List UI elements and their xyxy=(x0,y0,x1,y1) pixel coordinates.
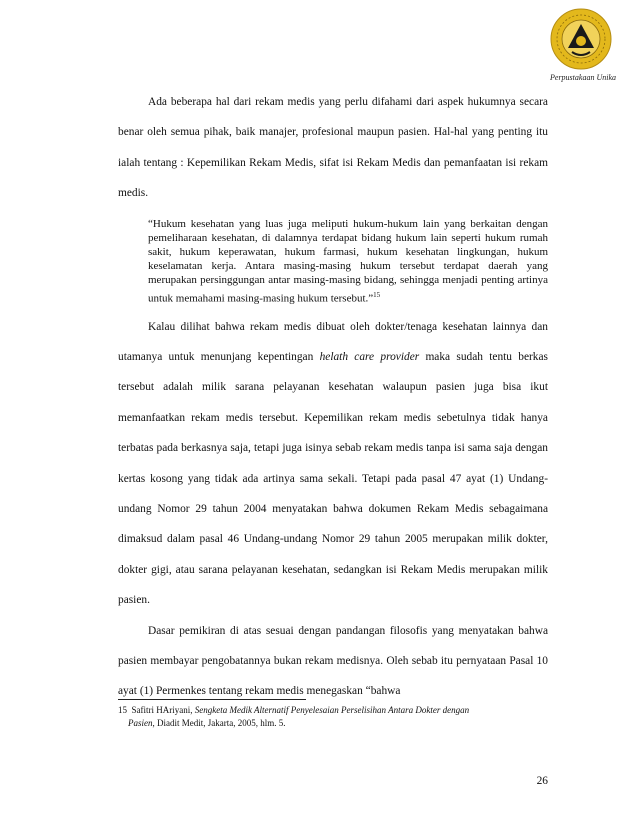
main-text xyxy=(118,87,548,707)
footnote xyxy=(118,704,548,730)
paragraph-2-italic: helath care provider xyxy=(319,350,420,363)
block-quote-text: “Hukum kesehatan yang luas juga meliputi hukum-hukum lain yang berkaitan dengan pemeliharaan kesehatan, di dalamnya terdapat bidang hukum lain seperti hukum rumah sakit, hukum keperawatan, hukum farmasi, hukum kesehatan lingkungan, hukum keselamatan kerja. Antara masing-masing hukum tersebut terdapat daerah yang merupakan persinggungan antar masing-masing bidang, sehingga menjadi penting artinya untuk memahami masing-masing hukum tersebut.” xyxy=(148,217,548,305)
page-number: 26 xyxy=(536,775,548,787)
footnote-divider xyxy=(118,699,306,700)
seal-core xyxy=(576,36,586,46)
footnote-publisher: , Diadit Medit, Jakarta, 2005, hlm. 5. xyxy=(152,718,286,728)
paragraph-1 xyxy=(118,87,548,209)
paragraph-2-text-b: maka sudah tentu berkas tersebut adalah milik sarana pelayanan kesehatan walaupun pasien juga bisa ikut memanfaatkan rekam medis tersebut. Kepemilikan rekam medis sebetulnya tidak hanya terbatas pada berkasnya saja, tetapi juga isinya sebab rekam medis tanpa isi sama saja dengan kertas kosong yang tidak ada artinya sama sekali. Tetapi pada pasal 47 ayat (1) Undang-undang Nomor 29 tahun 2004 menyatakan bahwa dokumen Rekam Medis sebagaimana dimaksud dalam pasal 46 Undang-undang Nomor 29 tahun 2005 merupakan milik dokter, dokter gigi, atau sarana pelayanan kesehatan, sedangkan isi Rekam Medis merupakan milik pasien. xyxy=(118,350,548,607)
footnote-continuation xyxy=(118,717,548,730)
paragraph-2 xyxy=(118,312,548,616)
logo-caption: Perpustakaan Unika xyxy=(550,73,616,82)
footnote-ref[interactable]: 15 xyxy=(373,290,381,299)
block-quote xyxy=(148,217,548,306)
paragraph-1-text: Ada beberapa hal dari rekam medis yang perlu difahami dari aspek hukumnya secara benar oleh semua pihak, baik manajer, profesional maupun pasien. Hal-hal yang penting itu ialah tentang : Kepemilikan Rekam Medis, sifat isi Rekam Medis dan pemanfaatan isi rekam medis. xyxy=(118,96,548,200)
footnote-author: Safitri HAriyani, xyxy=(131,705,195,715)
university-seal-logo-icon xyxy=(548,6,614,72)
paragraph-3-text: Dasar pemikiran di atas sesuai dengan pandangan filosofis yang menyatakan bahwa pasien membayar pengobatannya bukan rekam medisnya. Oleh sebab itu pernyataan Pasal 10 ayat (1) Permenkes tentang rekam medis menegaskan “bahwa xyxy=(118,624,548,698)
paragraph-2-text-a: Kalau dilihat bahwa rekam medis dibuat oleh dokter/tenaga kesehatan lainnya dan utamanya untuk menunjang kepentingan xyxy=(118,320,548,363)
paragraph-3 xyxy=(118,616,548,707)
footnote-title-line1: Sengketa Medik Alternatif Penyelesaian Perselisihan Antara Dokter dengan xyxy=(194,705,470,715)
footnote-title-line2: Pasien xyxy=(128,718,153,728)
footnote-number: 15 xyxy=(118,705,127,715)
